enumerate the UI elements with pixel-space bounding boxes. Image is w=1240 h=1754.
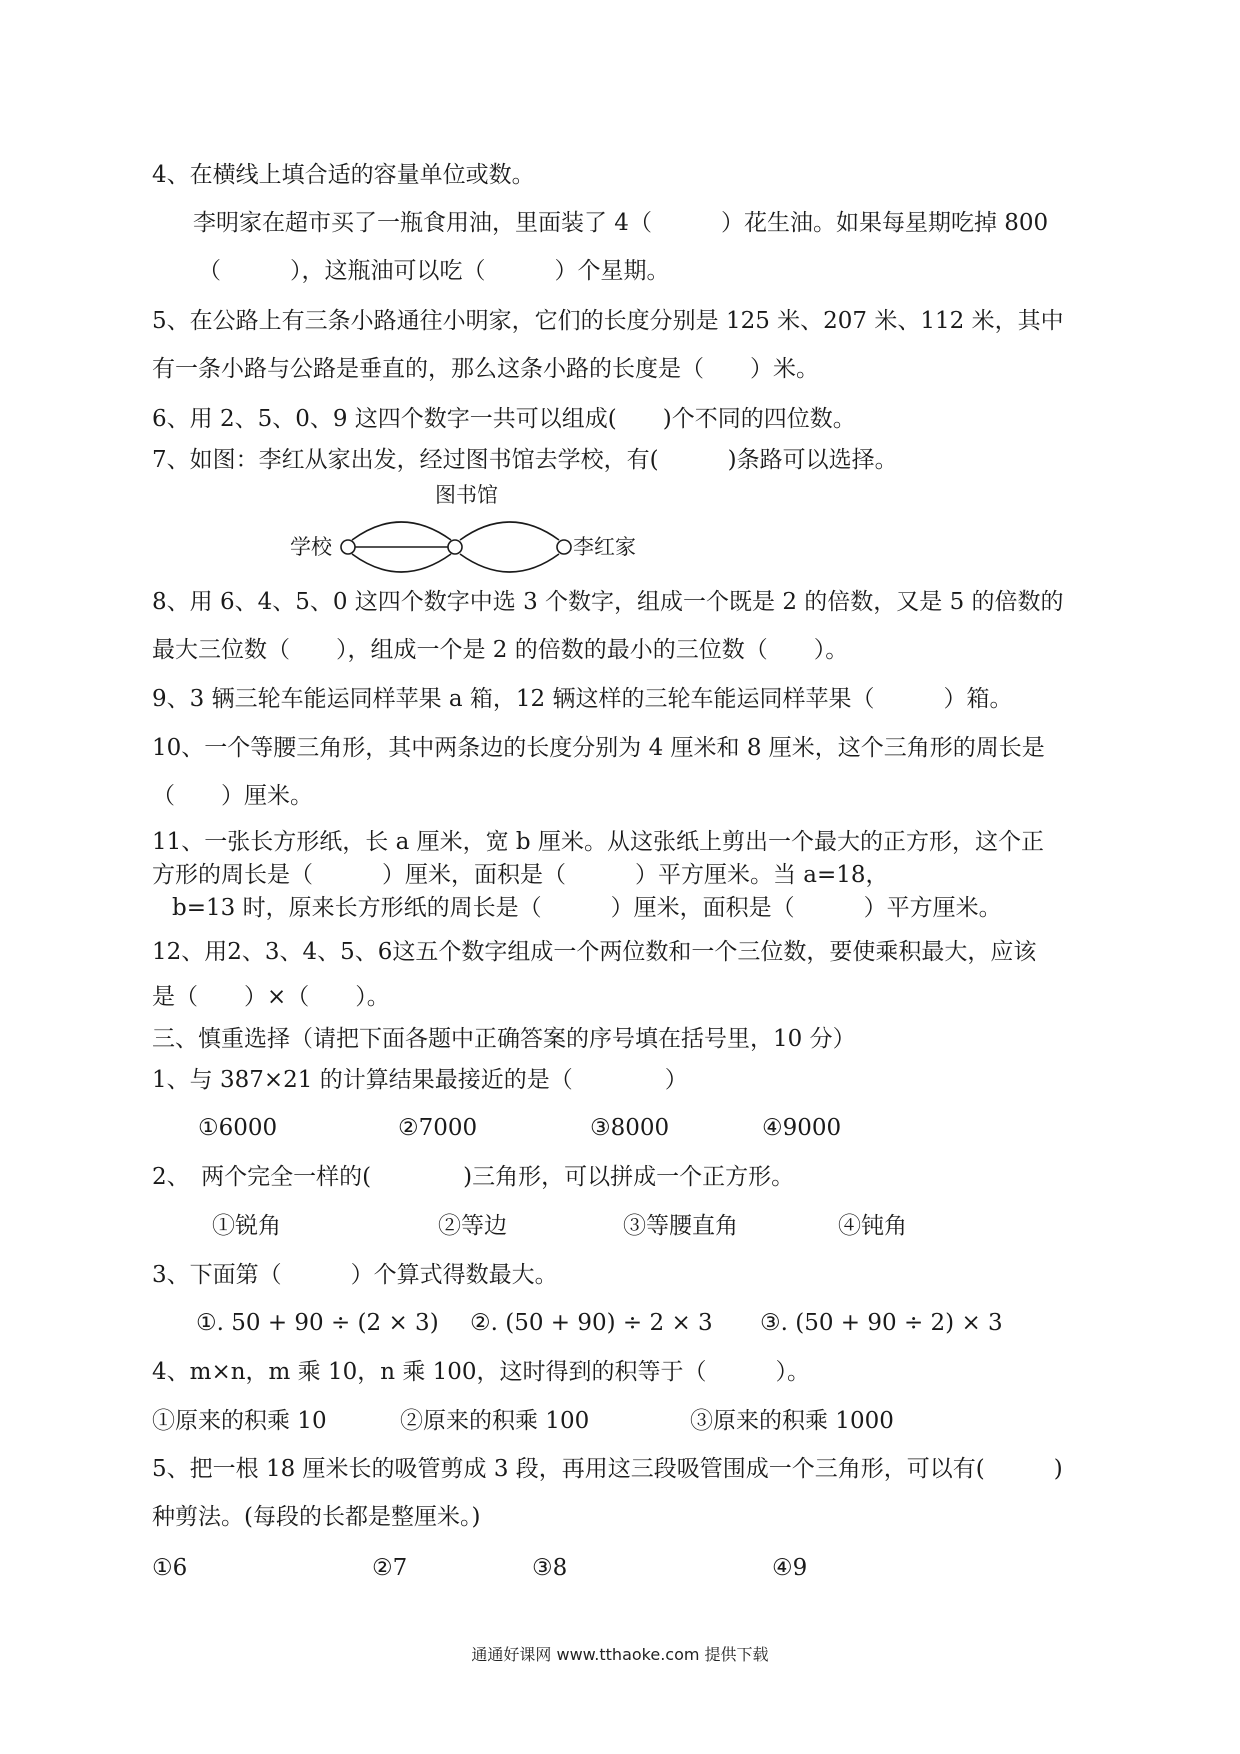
q11-line3: b=13 时，原来长方形纸的周长是（ ）厘米，面积是（ ）平方厘米。	[172, 895, 1002, 921]
s2-question: 2、 两个完全一样的( )三角形，可以拼成一个正方形。	[152, 1164, 795, 1190]
s5-option-2: ②7	[372, 1555, 408, 1581]
q10-line1: 10、一个等腰三角形，其中两条边的长度分别为 4 厘米和 8 厘米，这个三角形的周长是	[152, 735, 1045, 761]
s4-option-1: ①原来的积乘 10	[152, 1408, 327, 1434]
s2-option-1: ①锐角	[212, 1213, 281, 1239]
q8-line2: 最大三位数（ ），组成一个是 2 的倍数的最小的三位数（ ）。	[152, 637, 849, 663]
s3-option-2: ②. (50 + 90) ÷ 2 × 3	[470, 1310, 713, 1336]
s1-option-1: ①6000	[198, 1115, 278, 1141]
s1-option-3: ③8000	[590, 1115, 670, 1141]
footer-download-note: 通通好课网 www.tthaoke.com 提供下载	[471, 1645, 769, 1664]
s4-option-3: ③原来的积乘 1000	[690, 1408, 894, 1434]
library-node	[448, 540, 462, 554]
q10-line2: （ ）厘米。	[152, 783, 313, 809]
diagram-label-library: 图书馆	[435, 483, 498, 507]
q5-line1: 5、在公路上有三条小路通往小明家，它们的长度分别是 125 米、207 米、112 米，其中	[152, 308, 1064, 334]
q11-line2: 方形的周长是（ ）厘米，面积是（ ）平方厘米。当 a=18，	[152, 862, 889, 888]
s4-question: 4、m×n，m 乘 10，n 乘 100，这时得到的积等于（ ）。	[152, 1359, 811, 1385]
q11-line1: 11、一张长方形纸，长 a 厘米，宽 b 厘米。从这张纸上剪出一个最大的正方形，这个正	[152, 829, 1044, 855]
home-node	[557, 540, 571, 554]
s2-option-2: ②等边	[438, 1213, 507, 1239]
q9-line1: 9、3 辆三轮车能运同样苹果 a 箱，12 辆这样的三轮车能运同样苹果（ ）箱。	[152, 686, 1013, 712]
q4-line1: 李明家在超市买了一瓶食用油，里面装了 4（ ）花生油。如果每星期吃掉 800	[193, 210, 1049, 236]
q7-line1: 7、如图：李红从家出发，经过图书馆去学校，有( )条路可以选择。	[152, 447, 898, 473]
s3-option-3: ③. (50 + 90 ÷ 2) × 3	[760, 1310, 1003, 1336]
diagram-label-home: 李红家	[573, 535, 636, 559]
s5-line2: 种剪法。(每段的长都是整厘米。)	[152, 1504, 481, 1530]
route-library-home-upper	[460, 522, 559, 540]
s3-option-1: ①. 50 + 90 ÷ (2 × 3)	[196, 1310, 439, 1336]
q12-line2: 是（ ）×（ ）。	[152, 984, 390, 1010]
q4-title: 4、在横线上填合适的容量单位或数。	[152, 162, 535, 188]
s4-option-2: ②原来的积乘 100	[400, 1408, 590, 1434]
q12-line1: 12、用2、3、4、5、6这五个数字组成一个两位数和一个三位数，要使乘积最大，应该	[152, 939, 1037, 965]
section-3-heading: 三、慎重选择（请把下面各题中正确答案的序号填在括号里，10 分）	[152, 1026, 856, 1052]
s1-option-2: ②7000	[398, 1115, 478, 1141]
q5-line2: 有一条小路与公路是垂直的，那么这条小路的长度是（ ）米。	[152, 356, 819, 382]
s5-option-1: ①6	[152, 1555, 188, 1581]
route-school-library-upper	[352, 522, 451, 540]
s2-option-3: ③等腰直角	[623, 1213, 738, 1239]
s5-option-4: ④9	[772, 1555, 808, 1581]
q4-line2: （ ），这瓶油可以吃（ ）个星期。	[198, 258, 670, 284]
route-library-home-lower	[460, 554, 559, 572]
q6-line1: 6、用 2、5、0、9 这四个数字一共可以组成( )个不同的四位数。	[152, 406, 856, 432]
s1-question: 1、与 387×21 的计算结果最接近的是（ ）	[152, 1067, 688, 1093]
route-diagram	[280, 482, 680, 582]
s5-line1: 5、把一根 18 厘米长的吸管剪成 3 段，再用这三段吸管围成一个三角形，可以有( )	[152, 1456, 1063, 1482]
s3-question: 3、下面第（ ）个算式得数最大。	[152, 1262, 558, 1288]
route-school-library-lower	[352, 554, 451, 572]
school-node	[341, 540, 355, 554]
s2-option-4: ④钝角	[838, 1213, 907, 1239]
s5-option-3: ③8	[532, 1555, 568, 1581]
s1-option-4: ④9000	[762, 1115, 842, 1141]
diagram-label-school: 学校	[290, 535, 332, 559]
q8-line1: 8、用 6、4、5、0 这四个数字中选 3 个数字，组成一个既是 2 的倍数，又是 5 的倍数的	[152, 589, 1064, 615]
